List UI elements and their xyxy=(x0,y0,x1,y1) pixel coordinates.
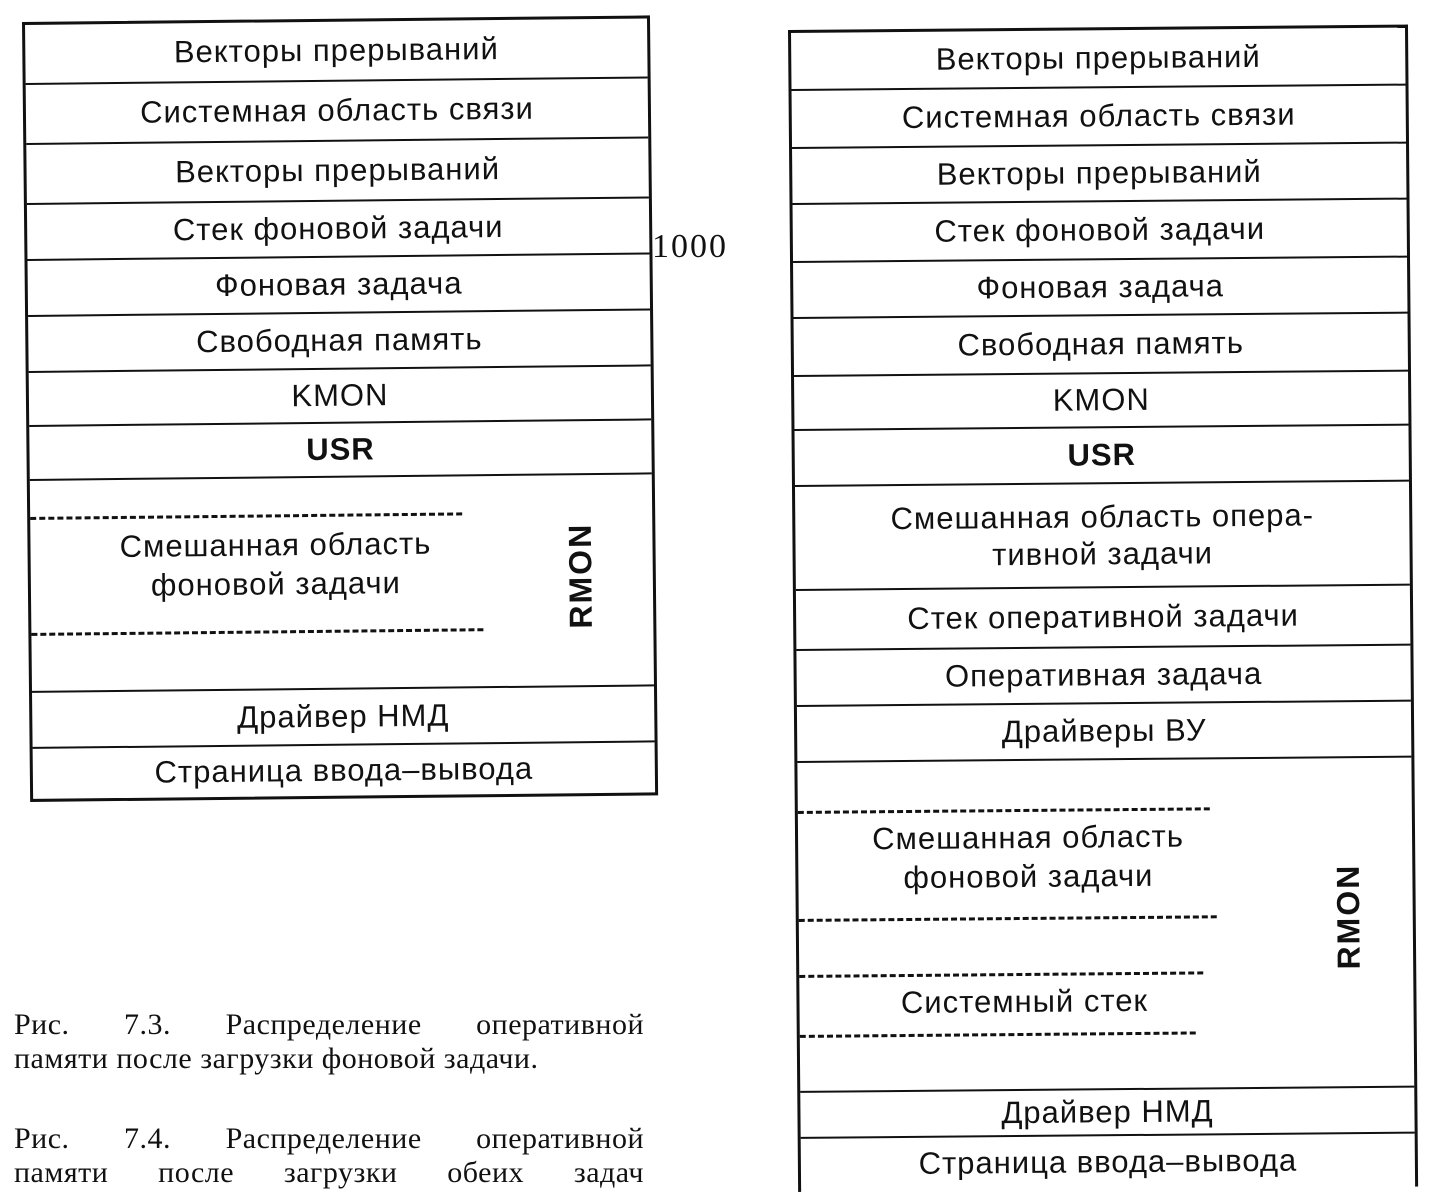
row-mixed-area-operative xyxy=(795,482,1410,591)
rmon-block xyxy=(797,758,1414,1093)
caption-line: Рис. 7.3. Распределение оперативной xyxy=(14,1008,644,1041)
address-label-1000: 1000 xyxy=(652,228,728,265)
mixed-area-line-1: Смешанная область xyxy=(119,525,432,565)
dash-line xyxy=(800,1031,1196,1037)
row-io-page: Страница ввода–вывода xyxy=(154,751,534,791)
row-kmon: KMON xyxy=(29,366,652,427)
dash-line xyxy=(799,915,1217,922)
caption-fig-7-4 xyxy=(14,1122,644,1190)
dash-line xyxy=(30,512,462,520)
row-background-task: Фоновая задача xyxy=(28,254,651,317)
row-operative-stack: Стек оперативной задачи xyxy=(796,586,1411,651)
row-interrupt-vectors-2: Векторы прерываний xyxy=(26,138,649,205)
mixed-op-line-1: Смешанная область опера- xyxy=(890,497,1315,536)
row-disk-driver: Драйвер НМД xyxy=(32,686,655,749)
caption-line: памяти после загрузки фоновой задачи. xyxy=(14,1042,539,1075)
row-background-task: Фоновая задача xyxy=(793,258,1407,319)
row-interrupt-vectors-2: Векторы прерываний xyxy=(792,144,1406,205)
row-operative-task: Оперативная задача xyxy=(796,646,1410,707)
system-stack: Системный стек xyxy=(900,982,1149,1021)
caption-line: Рис. 7.4. Распределение оперативной xyxy=(14,1122,644,1155)
row-interrupt-vectors-1: Векторы прерываний xyxy=(791,28,1405,91)
row-interrupt-vectors-1: Векторы прерываний xyxy=(25,18,648,85)
memory-map-fig-7-3 xyxy=(22,15,658,802)
rmon-label: RMON xyxy=(1329,863,1367,970)
row-background-stack: Стек фоновой задачи xyxy=(27,198,650,261)
dash-line xyxy=(799,971,1203,978)
mixed-area-line-2: фоновой задачи xyxy=(150,564,402,603)
row-background-stack: Стек фоновой задачи xyxy=(793,200,1407,263)
row-free-memory: Свободная память xyxy=(794,314,1408,377)
mixed-area-background xyxy=(70,524,481,606)
caption-line: памяти после загрузки обеих задач xyxy=(14,1156,644,1189)
mixed-area-line-2: фоновой задачи xyxy=(903,857,1154,895)
row-system-comm-area: Системная область связи xyxy=(792,86,1406,149)
row-device-drivers: Драйверы ВУ xyxy=(797,702,1411,763)
dash-line xyxy=(31,628,483,636)
row-free-memory: Свободная память xyxy=(28,310,651,373)
row-disk-driver: Драйвер НМД xyxy=(800,1088,1414,1139)
dash-line xyxy=(798,807,1210,814)
mixed-area-line-1: Смешанная область xyxy=(872,818,1185,857)
row-system-comm-area: Системная область связи xyxy=(26,78,649,145)
row-kmon: KMON xyxy=(794,372,1408,431)
rmon-block xyxy=(30,474,654,693)
mixed-op-line-2: тивной задачи xyxy=(992,535,1214,573)
row-io-page: Страница ввода–вывода xyxy=(918,1143,1298,1182)
row-usr: USR xyxy=(794,426,1408,487)
rmon-label: RMON xyxy=(561,522,599,629)
memory-map-fig-7-4 xyxy=(788,25,1418,1192)
mixed-area-background xyxy=(838,817,1219,898)
caption-fig-7-3 xyxy=(14,1008,644,1076)
row-usr: USR xyxy=(29,420,652,481)
